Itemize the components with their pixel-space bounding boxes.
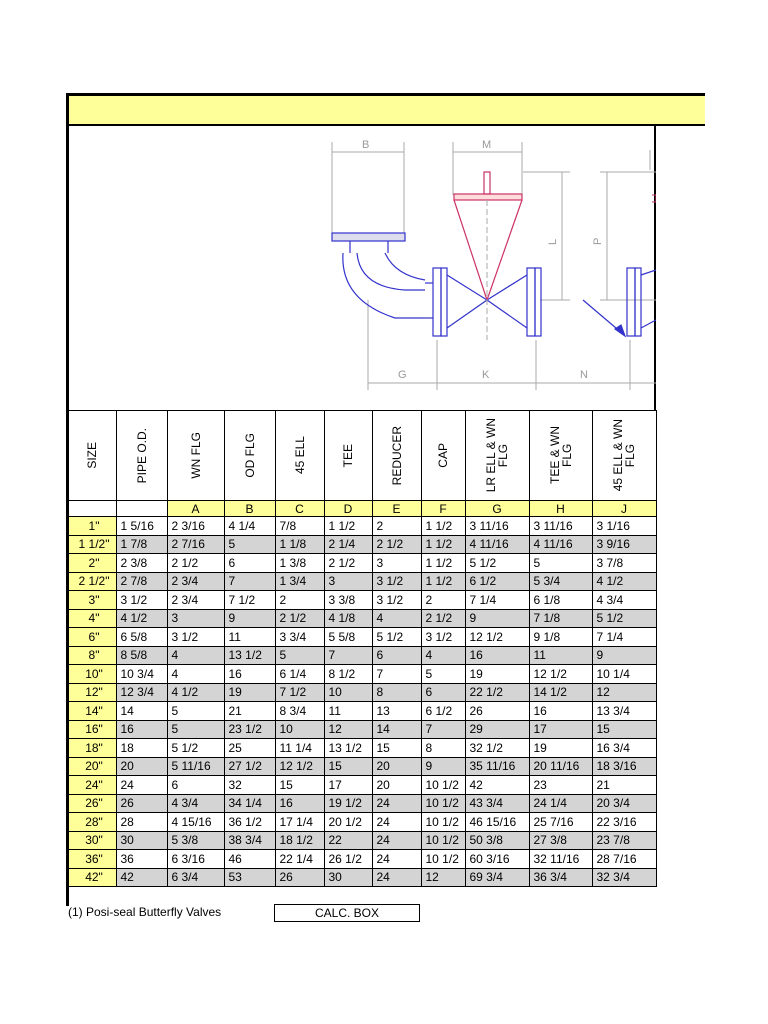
size-cell: 30" xyxy=(68,831,116,850)
value-cell: 6 xyxy=(372,646,421,665)
value-cell: 12 1/2 xyxy=(465,628,529,647)
value-cell: 5 1/2 xyxy=(167,739,224,758)
value-cell: 14 xyxy=(116,702,167,721)
value-cell: 46 xyxy=(224,850,275,869)
value-cell: 17 xyxy=(324,776,372,795)
value-cell: 2 xyxy=(275,591,324,610)
value-cell: 1 1/2 xyxy=(324,517,372,536)
size-cell: 12" xyxy=(68,683,116,702)
value-cell: 2 3/8 xyxy=(116,554,167,573)
value-cell: 22 1/2 xyxy=(465,683,529,702)
value-cell: 1 1/2 xyxy=(421,554,465,573)
size-cell: 2" xyxy=(68,554,116,573)
table-row xyxy=(68,868,656,887)
value-cell: 16 xyxy=(275,794,324,813)
table-row xyxy=(68,739,656,758)
value-cell: 7 1/2 xyxy=(224,591,275,610)
value-cell: 3 1/2 xyxy=(372,591,421,610)
value-cell: 28 7/16 xyxy=(592,850,656,869)
value-cell: 4 1/2 xyxy=(167,683,224,702)
value-cell: 19 xyxy=(529,739,592,758)
column-header xyxy=(324,411,372,501)
size-cell: 10" xyxy=(68,665,116,684)
value-cell: 13 xyxy=(372,702,421,721)
value-cell: 3 1/2 xyxy=(421,628,465,647)
value-cell: 8 xyxy=(372,683,421,702)
value-cell: 29 xyxy=(465,720,529,739)
size-cell: 14" xyxy=(68,702,116,721)
value-cell: 10 1/4 xyxy=(592,665,656,684)
table-row xyxy=(68,702,656,721)
value-cell: 4 1/4 xyxy=(224,517,275,536)
value-cell: 4 1/2 xyxy=(116,609,167,628)
size-cell: 20" xyxy=(68,757,116,776)
table-row xyxy=(68,535,656,554)
value-cell: 18 1/2 xyxy=(275,831,324,850)
column-header-label: SIZE xyxy=(85,442,100,469)
column-letter-row xyxy=(68,501,656,517)
value-cell: 19 1/2 xyxy=(324,794,372,813)
value-cell: 3 1/2 xyxy=(372,572,421,591)
value-cell: 6 1/2 xyxy=(421,702,465,721)
value-cell: 22 3/16 xyxy=(592,813,656,832)
value-cell: 10 1/2 xyxy=(421,850,465,869)
table-row xyxy=(68,831,656,850)
table-row xyxy=(68,572,656,591)
size-cell: 8" xyxy=(68,646,116,665)
value-cell: 5 11/16 xyxy=(167,757,224,776)
value-cell: 22 1/4 xyxy=(275,850,324,869)
column-header xyxy=(465,411,529,501)
value-cell: 34 1/4 xyxy=(224,794,275,813)
column-header xyxy=(372,411,421,501)
column-header-label: TEE xyxy=(341,443,355,468)
value-cell: 8 xyxy=(421,739,465,758)
value-cell: 60 3/16 xyxy=(465,850,529,869)
table-row xyxy=(68,757,656,776)
value-cell: 5 5/8 xyxy=(324,628,372,647)
value-cell: 36 1/2 xyxy=(224,813,275,832)
column-letter: A xyxy=(167,501,224,517)
value-cell: 53 xyxy=(224,868,275,887)
value-cell: 2 1/2 xyxy=(167,554,224,573)
size-cell: 2 1/2" xyxy=(68,572,116,591)
value-cell: 15 xyxy=(372,739,421,758)
value-cell: 12 3/4 xyxy=(116,683,167,702)
value-cell: 5 3/4 xyxy=(529,572,592,591)
dimension-b xyxy=(332,142,404,233)
table-row xyxy=(68,628,656,647)
value-cell: 8 3/4 xyxy=(275,702,324,721)
column-header-label: TEE & WN FLG xyxy=(547,426,574,485)
table-row xyxy=(68,591,656,610)
value-cell: 2 7/8 xyxy=(116,572,167,591)
size-cell: 18" xyxy=(68,739,116,758)
value-cell: 21 xyxy=(224,702,275,721)
dim-label-l: L xyxy=(547,238,559,245)
value-cell: 11 1/4 xyxy=(275,739,324,758)
calc-box: CALC. BOX xyxy=(274,904,420,922)
value-cell: 32 1/2 xyxy=(465,739,529,758)
column-header-label: REDUCER xyxy=(389,425,404,486)
value-cell: 36 xyxy=(116,850,167,869)
value-cell: 2 1/2 xyxy=(372,535,421,554)
value-cell: 11 xyxy=(324,702,372,721)
value-cell: 43 3/4 xyxy=(465,794,529,813)
table-row xyxy=(68,665,656,684)
dim-label-g: G xyxy=(398,369,407,381)
size-cell: 28" xyxy=(68,813,116,832)
value-cell: 1 7/8 xyxy=(116,535,167,554)
value-cell: 7 xyxy=(372,665,421,684)
value-cell: 3 xyxy=(372,554,421,573)
value-cell: 6 3/4 xyxy=(167,868,224,887)
value-cell: 21 xyxy=(592,776,656,795)
value-cell: 20 1/2 xyxy=(324,813,372,832)
value-cell: 3 1/2 xyxy=(167,628,224,647)
value-cell: 10 1/2 xyxy=(421,794,465,813)
value-cell: 18 3/16 xyxy=(592,757,656,776)
value-cell: 25 xyxy=(224,739,275,758)
value-cell: 18 xyxy=(116,739,167,758)
column-letter xyxy=(116,501,167,517)
value-cell: 12 xyxy=(592,683,656,702)
dimension-table xyxy=(67,410,657,887)
value-cell: 7 1/2 xyxy=(275,683,324,702)
value-cell: 24 xyxy=(116,776,167,795)
table-body xyxy=(68,517,656,887)
value-cell: 32 xyxy=(224,776,275,795)
column-header-label: 45 ELL & WN FLG xyxy=(611,419,637,492)
value-cell: 7 1/8 xyxy=(529,609,592,628)
value-cell: 5 xyxy=(224,535,275,554)
value-cell: 4 1/8 xyxy=(324,609,372,628)
value-cell: 8 5/8 xyxy=(116,646,167,665)
value-cell: 16 xyxy=(224,665,275,684)
size-cell: 1" xyxy=(68,517,116,536)
value-cell: 5 1/2 xyxy=(465,554,529,573)
column-header xyxy=(116,411,167,501)
value-cell: 4 3/4 xyxy=(167,794,224,813)
value-cell: 2 1/2 xyxy=(324,554,372,573)
value-cell: 2 1/4 xyxy=(324,535,372,554)
value-cell: 12 1/2 xyxy=(529,665,592,684)
value-cell: 23 1/2 xyxy=(224,720,275,739)
column-letter: J xyxy=(592,501,656,517)
value-cell: 4 xyxy=(167,646,224,665)
dimension-p xyxy=(600,172,656,300)
column-header xyxy=(529,411,592,501)
value-cell: 20 3/4 xyxy=(592,794,656,813)
column-header xyxy=(275,411,324,501)
table-row xyxy=(68,683,656,702)
dim-label-m: M xyxy=(482,139,492,151)
value-cell: 1 1/2 xyxy=(421,517,465,536)
value-cell: 4 15/16 xyxy=(167,813,224,832)
value-cell: 6 xyxy=(224,554,275,573)
value-cell: 5 xyxy=(275,646,324,665)
value-cell: 3 3/4 xyxy=(275,628,324,647)
value-cell: 6 xyxy=(167,776,224,795)
value-cell: 7 1/4 xyxy=(465,591,529,610)
value-cell: 3 11/16 xyxy=(529,517,592,536)
column-letter: B xyxy=(224,501,275,517)
value-cell: 5 1/2 xyxy=(592,609,656,628)
value-cell: 26 1/2 xyxy=(324,850,372,869)
column-letter xyxy=(68,501,116,517)
value-cell: 4 xyxy=(372,609,421,628)
value-cell: 42 xyxy=(465,776,529,795)
size-cell: 4" xyxy=(68,609,116,628)
table-row xyxy=(68,794,656,813)
value-cell: 9 1/8 xyxy=(529,628,592,647)
value-cell: 4 xyxy=(421,646,465,665)
value-cell: 1 5/16 xyxy=(116,517,167,536)
value-cell: 15 xyxy=(275,776,324,795)
value-cell: 3 xyxy=(167,609,224,628)
value-cell: 11 xyxy=(529,646,592,665)
value-cell: 24 xyxy=(372,868,421,887)
value-cell: 3 xyxy=(324,572,372,591)
header-row xyxy=(68,411,656,501)
value-cell: 24 xyxy=(372,850,421,869)
table-row xyxy=(68,554,656,573)
value-cell: 69 3/4 xyxy=(465,868,529,887)
column-header xyxy=(224,411,275,501)
value-cell: 2 7/16 xyxy=(167,535,224,554)
size-cell: 1 1/2" xyxy=(68,535,116,554)
column-header-label: 45 ELL xyxy=(292,436,307,475)
value-cell: 5 xyxy=(421,665,465,684)
value-cell: 4 11/16 xyxy=(465,535,529,554)
value-cell: 11 xyxy=(224,628,275,647)
column-letter: E xyxy=(372,501,421,517)
column-header xyxy=(592,411,656,501)
value-cell: 5 xyxy=(529,554,592,573)
value-cell: 9 xyxy=(421,757,465,776)
size-cell: 16" xyxy=(68,720,116,739)
value-cell: 27 3/8 xyxy=(529,831,592,850)
value-cell: 7 xyxy=(224,572,275,591)
value-cell: 13 1/2 xyxy=(224,646,275,665)
value-cell: 10 1/2 xyxy=(421,831,465,850)
column-header-label: CAP xyxy=(436,443,450,468)
value-cell: 4 3/4 xyxy=(592,591,656,610)
size-cell: 3" xyxy=(68,591,116,610)
value-cell: 26 xyxy=(465,702,529,721)
value-cell: 3 1/16 xyxy=(592,517,656,536)
size-cell: 6" xyxy=(68,628,116,647)
dimension-l xyxy=(523,172,570,300)
value-cell: 2 1/2 xyxy=(421,609,465,628)
value-cell: 26 xyxy=(275,868,324,887)
value-cell: 10 xyxy=(324,683,372,702)
value-cell: 10 1/2 xyxy=(421,776,465,795)
elbow-fitting xyxy=(332,233,425,318)
value-cell: 2 1/2 xyxy=(275,609,324,628)
value-cell: 24 xyxy=(372,831,421,850)
value-cell: 23 xyxy=(529,776,592,795)
valve-body xyxy=(425,268,541,336)
value-cell: 15 xyxy=(324,757,372,776)
value-cell: 1 1/2 xyxy=(421,572,465,591)
value-cell: 19 xyxy=(224,683,275,702)
value-cell: 24 xyxy=(372,794,421,813)
value-cell: 25 7/16 xyxy=(529,813,592,832)
value-cell: 13 3/4 xyxy=(592,702,656,721)
column-header-label: WN FLG xyxy=(188,432,203,479)
value-cell: 20 xyxy=(116,757,167,776)
value-cell: 3 3/8 xyxy=(324,591,372,610)
value-cell: 32 11/16 xyxy=(529,850,592,869)
value-cell: 5 3/8 xyxy=(167,831,224,850)
value-cell: 42 xyxy=(116,868,167,887)
value-cell: 8 1/2 xyxy=(324,665,372,684)
value-cell: 1 1/8 xyxy=(275,535,324,554)
dim-label-n: N xyxy=(580,369,588,381)
size-cell: 24" xyxy=(68,776,116,795)
value-cell: 22 xyxy=(324,831,372,850)
dim-label-k: K xyxy=(482,369,490,381)
value-cell: 9 xyxy=(465,609,529,628)
value-cell: 4 1/2 xyxy=(592,572,656,591)
table-row xyxy=(68,720,656,739)
value-cell: 46 15/16 xyxy=(465,813,529,832)
value-cell: 1 3/4 xyxy=(275,572,324,591)
value-cell: 1 1/2 xyxy=(421,535,465,554)
column-letter: F xyxy=(421,501,465,517)
footnote: (1) Posi-seal Butterfly Valves xyxy=(68,905,222,919)
value-cell: 7 xyxy=(421,720,465,739)
size-cell: 26" xyxy=(68,794,116,813)
title-bar xyxy=(68,93,705,126)
column-letter: C xyxy=(275,501,324,517)
value-cell: 6 xyxy=(421,683,465,702)
dimension-gkn xyxy=(368,300,656,390)
value-cell: 16 xyxy=(116,720,167,739)
value-cell: 1 3/8 xyxy=(275,554,324,573)
column-header xyxy=(68,411,116,501)
value-cell: 5 xyxy=(167,702,224,721)
value-cell: 10 xyxy=(275,720,324,739)
value-cell: 3 9/16 xyxy=(592,535,656,554)
value-cell: 10 1/2 xyxy=(421,813,465,832)
table-row xyxy=(68,609,656,628)
value-cell: 17 1/4 xyxy=(275,813,324,832)
value-cell: 30 xyxy=(116,831,167,850)
column-letter: H xyxy=(529,501,592,517)
table-row xyxy=(68,517,656,536)
value-cell: 2 3/4 xyxy=(167,591,224,610)
value-cell: 20 xyxy=(372,776,421,795)
value-cell: 3 1/2 xyxy=(116,591,167,610)
value-cell: 19 xyxy=(465,665,529,684)
value-cell: 4 11/16 xyxy=(529,535,592,554)
size-cell: 36" xyxy=(68,850,116,869)
value-cell: 5 1/2 xyxy=(372,628,421,647)
value-cell: 20 11/16 xyxy=(529,757,592,776)
value-cell: 28 xyxy=(116,813,167,832)
value-cell: 24 xyxy=(372,813,421,832)
value-cell: 32 3/4 xyxy=(592,868,656,887)
table-row xyxy=(68,813,656,832)
value-cell: 15 xyxy=(592,720,656,739)
column-header-label: PIPE O.D. xyxy=(134,427,149,484)
column-header-label: LR ELL & WN FLG xyxy=(484,418,510,493)
column-header xyxy=(167,411,224,501)
value-cell: 7 xyxy=(324,646,372,665)
value-cell: 17 xyxy=(529,720,592,739)
value-cell: 9 xyxy=(592,646,656,665)
dim-label-b: B xyxy=(362,139,370,151)
value-cell: 12 xyxy=(421,868,465,887)
value-cell: 14 1/2 xyxy=(529,683,592,702)
value-cell: 7 1/4 xyxy=(592,628,656,647)
value-cell: 16 xyxy=(529,702,592,721)
tee-fitting xyxy=(583,268,656,336)
right-handle xyxy=(652,195,656,202)
value-cell: 24 1/4 xyxy=(529,794,592,813)
value-cell: 12 1/2 xyxy=(275,757,324,776)
value-cell: 3 7/8 xyxy=(592,554,656,573)
table-row xyxy=(68,776,656,795)
value-cell: 3 11/16 xyxy=(465,517,529,536)
dim-label-p: P xyxy=(592,237,604,245)
value-cell: 9 xyxy=(224,609,275,628)
valve-handle xyxy=(454,172,522,300)
value-cell: 26 xyxy=(116,794,167,813)
value-cell: 6 1/4 xyxy=(275,665,324,684)
size-cell: 42" xyxy=(68,868,116,887)
value-cell: 7/8 xyxy=(275,517,324,536)
value-cell: 2 xyxy=(372,517,421,536)
value-cell: 2 3/16 xyxy=(167,517,224,536)
table-row xyxy=(68,850,656,869)
column-header-label: OD FLG xyxy=(242,433,257,478)
value-cell: 5 xyxy=(167,720,224,739)
table-row xyxy=(68,646,656,665)
value-cell: 6 1/2 xyxy=(465,572,529,591)
value-cell: 2 xyxy=(421,591,465,610)
value-cell: 6 5/8 xyxy=(116,628,167,647)
column-letter: D xyxy=(324,501,372,517)
value-cell: 50 3/8 xyxy=(465,831,529,850)
fitting-diagram-area xyxy=(68,126,656,411)
value-cell: 14 xyxy=(372,720,421,739)
value-cell: 38 3/4 xyxy=(224,831,275,850)
value-cell: 30 xyxy=(324,868,372,887)
value-cell: 23 7/8 xyxy=(592,831,656,850)
value-cell: 27 1/2 xyxy=(224,757,275,776)
value-cell: 6 1/8 xyxy=(529,591,592,610)
value-cell: 36 3/4 xyxy=(529,868,592,887)
value-cell: 6 3/16 xyxy=(167,850,224,869)
value-cell: 2 3/4 xyxy=(167,572,224,591)
value-cell: 16 3/4 xyxy=(592,739,656,758)
value-cell: 13 1/2 xyxy=(324,739,372,758)
value-cell: 10 3/4 xyxy=(116,665,167,684)
column-header xyxy=(421,411,465,501)
value-cell: 12 xyxy=(324,720,372,739)
fitting-diagram xyxy=(68,126,656,411)
value-cell: 4 xyxy=(167,665,224,684)
value-cell: 35 11/16 xyxy=(465,757,529,776)
value-cell: 16 xyxy=(465,646,529,665)
column-letter: G xyxy=(465,501,529,517)
value-cell: 20 xyxy=(372,757,421,776)
